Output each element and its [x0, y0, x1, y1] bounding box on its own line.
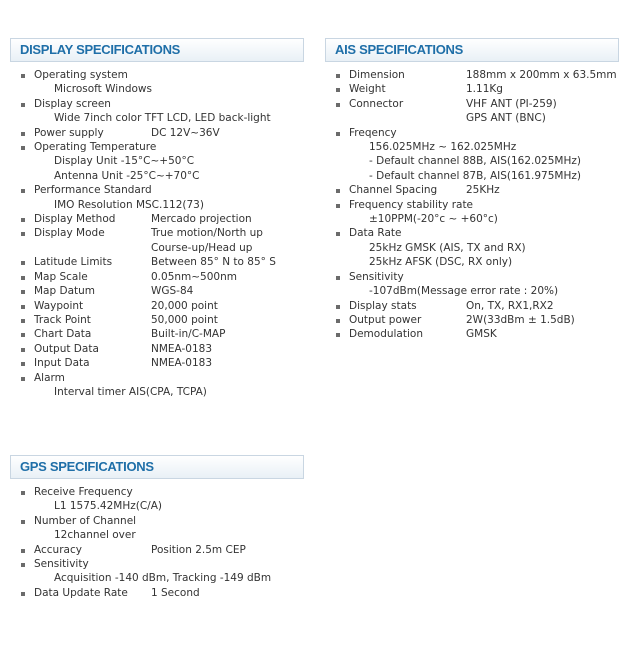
- spec-key: Display screen: [34, 97, 111, 110]
- spec-value: NMEA-0183: [151, 357, 213, 370]
- spec-item-waypoint: [10, 299, 304, 313]
- spec-item-map-datum: [10, 284, 304, 298]
- spec-value: True motion/North up: [151, 227, 263, 240]
- spec-item-connector: [325, 97, 619, 126]
- spec-sub: L1 1575.42MHz(C/A): [54, 500, 162, 513]
- ais-spec-list: [325, 68, 619, 342]
- spec-item-sensitivity: [325, 270, 619, 299]
- spec-value: 2W(33dBm ± 1.5dB): [466, 313, 575, 326]
- spec-item-data-rate: [325, 226, 619, 269]
- bullet-icon: [21, 218, 25, 222]
- bullet-icon: [336, 232, 340, 236]
- spec-sub: 25kHz GMSK (AIS, TX and RX): [369, 241, 526, 254]
- bullet-icon: [21, 377, 25, 381]
- spec-key: Freqency: [349, 126, 397, 139]
- spec-item-frequency-stability-rate: [325, 198, 619, 227]
- spec-key: Map Scale: [34, 270, 88, 283]
- spec-item-output-power: [325, 313, 619, 327]
- spec-key: Operating system: [34, 69, 128, 81]
- bullet-icon: [21, 592, 25, 596]
- spec-key: Operating Temperature: [34, 141, 157, 154]
- spec-key: Power supply: [34, 126, 104, 139]
- spec-key: Accuracy: [34, 543, 82, 556]
- spec-key: Weight: [349, 83, 386, 96]
- spec-sub: Wide 7inch color TFT LCD, LED back-light: [54, 112, 271, 125]
- spec-item-gps-sensitivity: [10, 557, 304, 586]
- bullet-icon: [336, 132, 340, 136]
- spec-value: On, TX, RX1,RX2: [466, 299, 554, 312]
- spec-sub: 25kHz AFSK (DSC, RX only): [369, 256, 513, 269]
- bullet-icon: [336, 103, 340, 107]
- bullet-icon: [21, 319, 25, 323]
- bullet-icon: [21, 563, 25, 567]
- ais-specifications-header: AIS SPECIFICATIONS: [325, 38, 619, 62]
- gps-specifications-header: GPS SPECIFICATIONS: [10, 455, 304, 479]
- spec-item-map-scale: [10, 270, 304, 284]
- bullet-icon: [21, 261, 25, 265]
- spec-key: Chart Data: [34, 328, 92, 341]
- spec-sub: -107dBm(Message error rate : 20%): [369, 285, 559, 298]
- display-spec-list: [10, 68, 304, 399]
- spec-value: 25KHz: [466, 184, 500, 197]
- bullet-icon: [336, 189, 340, 193]
- spec-key: Sensitivity: [34, 558, 89, 571]
- spec-sub: Microsoft Windows: [54, 83, 152, 96]
- spec-key: Output power: [349, 313, 422, 326]
- spec-value: DC 12V~36V: [151, 126, 220, 139]
- spec-value: NMEA-0183: [151, 342, 213, 355]
- spec-key: Receive Frequency: [34, 486, 133, 498]
- bullet-icon: [336, 74, 340, 78]
- bullet-icon: [21, 132, 25, 136]
- bullet-icon: [21, 232, 25, 236]
- spec-key: Frequency stability rate: [349, 198, 474, 211]
- spec-item-display-stats: [325, 299, 619, 313]
- spec-value: 50,000 point: [151, 313, 218, 326]
- bullet-icon: [21, 491, 25, 495]
- gps-spec-list: [10, 485, 304, 600]
- bullet-icon: [21, 290, 25, 294]
- spec-item-power-supply: [10, 126, 304, 140]
- spec-item-data-update-rate: [10, 586, 304, 600]
- spec-value: Between 85° N to 85° S: [151, 256, 276, 269]
- spec-item-display-method: [10, 212, 304, 226]
- spec-item-accuracy: [10, 543, 304, 557]
- spec-item-chart-data: [10, 327, 304, 341]
- spec-sub: 12channel over: [54, 529, 136, 542]
- spec-value-cont: GPS ANT (BNC): [466, 112, 546, 125]
- display-specifications-header: DISPLAY SPECIFICATIONS: [10, 38, 304, 62]
- bullet-icon: [21, 305, 25, 309]
- spec-key: Number of Channel: [34, 514, 137, 527]
- spec-key: Latitude Limits: [34, 256, 113, 269]
- spec-item-number-of-channel: [10, 514, 304, 543]
- spec-item-output-data: [10, 342, 304, 356]
- spec-item-input-data: [10, 356, 304, 370]
- spec-sub: Antenna Unit -25°C~+70°C: [54, 169, 200, 182]
- spec-value: GMSK: [466, 328, 497, 341]
- ais-specifications-section: [325, 38, 619, 342]
- spec-key: Demodulation: [349, 328, 423, 341]
- spec-value: VHF ANT (PI-259): [466, 97, 557, 110]
- spec-key: Display Mode: [34, 227, 105, 240]
- bullet-icon: [21, 520, 25, 524]
- spec-key: Dimension: [349, 69, 405, 81]
- spec-key: Track Point: [34, 313, 91, 326]
- spec-value: WGS-84: [151, 285, 194, 298]
- bullet-icon: [336, 319, 340, 323]
- bullet-icon: [336, 204, 340, 208]
- spec-item-latitude-limits: [10, 255, 304, 269]
- spec-key: Data Update Rate: [34, 586, 128, 599]
- spec-item-channel-spacing: [325, 183, 619, 197]
- bullet-icon: [21, 189, 25, 193]
- spec-sub: Acquisition -140 dBm, Tracking -149 dBm: [54, 572, 272, 585]
- spec-key: Display Method: [34, 213, 116, 226]
- spec-sub: 156.025MHz ~ 162.025MHz: [369, 141, 517, 154]
- bullet-icon: [21, 74, 25, 78]
- spec-item-operating-temperature: [10, 140, 304, 183]
- spec-key: Display stats: [349, 299, 417, 312]
- spec-key: Map Datum: [34, 285, 96, 298]
- spec-sub: ±10PPM(-20°c ~ +60°c): [369, 213, 498, 226]
- spec-item-receive-frequency: [10, 485, 304, 514]
- spec-item-performance-standard: [10, 183, 304, 212]
- bullet-icon: [21, 276, 25, 280]
- bullet-icon: [21, 333, 25, 337]
- spec-item-freqency: [325, 126, 619, 184]
- spec-key: Waypoint: [34, 299, 84, 312]
- display-specifications-section: [10, 38, 304, 399]
- spec-value-cont: Course-up/Head up: [151, 241, 253, 254]
- spec-key: Alarm: [34, 371, 65, 384]
- spec-value: 1 Second: [151, 586, 200, 599]
- bullet-icon: [336, 305, 340, 309]
- spec-value: 1.11Kg: [466, 83, 503, 96]
- spec-value: 188mm x 200mm x 63.5mm: [466, 69, 617, 81]
- spec-sub: Display Unit -15°C~+50°C: [54, 155, 195, 168]
- bullet-icon: [336, 88, 340, 92]
- spec-item-demodulation: [325, 327, 619, 341]
- bullet-icon: [21, 549, 25, 553]
- spec-value: 20,000 point: [151, 299, 218, 312]
- bullet-icon: [21, 146, 25, 150]
- bullet-icon: [21, 348, 25, 352]
- spec-key: Output Data: [34, 342, 99, 355]
- spec-key: Connector: [349, 97, 404, 110]
- spec-item-display-mode: [10, 226, 304, 255]
- spec-sub: Interval timer AIS(CPA, TCPA): [54, 385, 207, 398]
- spec-item-track-point: [10, 313, 304, 327]
- spec-value: Built-in/C-MAP: [151, 328, 226, 341]
- spec-sub: - Default channel 88B, AIS(162.025MHz): [369, 155, 581, 168]
- spec-key: Data Rate: [349, 227, 402, 240]
- spec-item-display-screen: [10, 97, 304, 126]
- spec-value: Position 2.5m CEP: [151, 543, 246, 556]
- bullet-icon: [21, 103, 25, 107]
- spec-value: Mercado projection: [151, 213, 252, 226]
- spec-sub: IMO Resolution MSC.112(73): [54, 198, 204, 211]
- bullet-icon: [21, 362, 25, 366]
- spec-item-dimension: [325, 68, 619, 82]
- spec-key: Channel Spacing: [349, 184, 438, 197]
- spec-item-operating-system: [10, 68, 304, 97]
- spec-item-weight: [325, 82, 619, 96]
- spec-item-alarm: [10, 371, 304, 400]
- gps-specifications-section: [10, 455, 304, 600]
- spec-key: Sensitivity: [349, 270, 404, 283]
- spec-key: Performance Standard: [34, 184, 152, 197]
- bullet-icon: [336, 276, 340, 280]
- spec-sub: - Default channel 87B, AIS(161.975MHz): [369, 169, 581, 182]
- spec-key: Input Data: [34, 357, 90, 370]
- bullet-icon: [336, 333, 340, 337]
- spec-value: 0.05nm~500nm: [151, 270, 237, 283]
